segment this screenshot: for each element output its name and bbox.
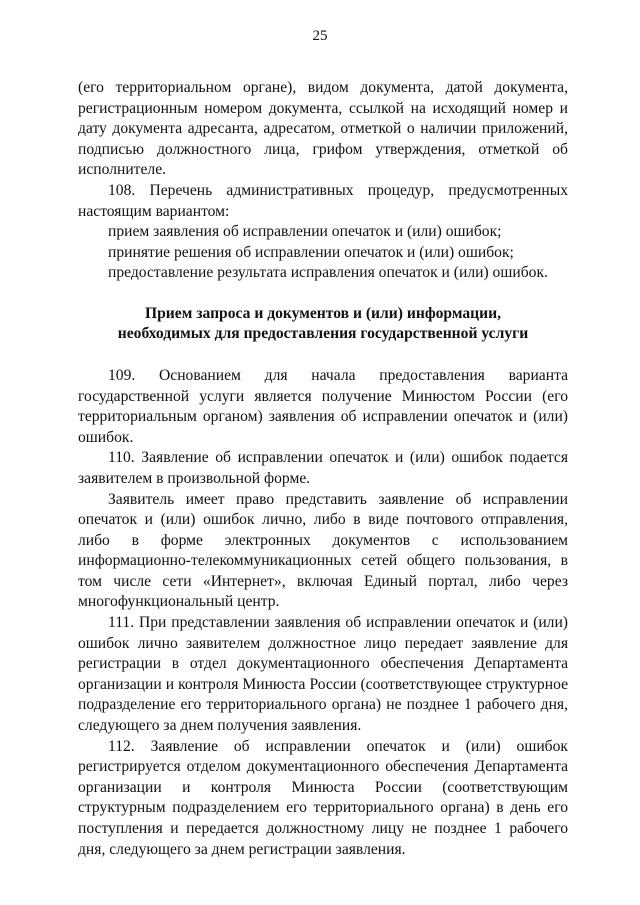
paragraphs-after [78,366,568,860]
document-body [78,78,568,860]
page-number: 25 [312,28,328,44]
paragraph: 109. Основанием для начала предоставления варианта государственной услуги является получение Минюстом России (его территориальным органом) заявления об исправлении опечаток и (или) ошибок. [78,366,568,446]
section-heading-line: Прием запроса и документов и (или) информации, [144,304,502,322]
list-item: прием заявления об исправлении опечаток и (или) ошибок; [108,223,502,241]
section-heading-line: необходимых для предоставления государственной услуги [117,324,529,342]
paragraph: 110. Заявление об исправлении опечаток и (или) ошибок подается заявителем в произвольной форме. [78,449,568,487]
paragraph: (его территориальном органе), видом документа, датой документа, регистрационным номером документа, ссылкой на исходящий номер и дату документа адресанта, адресатом, отметкой о наличии приложений, подписью должностного лица, грифом утверждения, отметкой об исполнителе. [78,79,568,179]
paragraph: Заявитель имеет право представить заявление об исправлении опечаток и (или) ошибок лично, либо в виде почтового отправления, либо в форме электронных документов с использованием информационно-телекоммуникационных сетей общего пользования, в том числе сети «Интернет», включая Единый портал, либо через многофункциональный центр. [78,490,568,611]
paragraph: 108. Перечень административных процедур, предусмотренных настоящим вариантом: [78,181,568,220]
list-item: предоставление результата исправления опечаток и (или) ошибок. [108,264,548,282]
paragraph: 111. При представлении заявления об исправлении опечаток и (или) ошибок лично заявителем должностное лицо передает заявление для регистрации в отдел документационного обеспечения Департамента организации и контроля Минюста России (соответствующее структурное подразделение его территориального органа) не позднее 1 рабочего дня, следующего за днем получения заявления. [78,614,568,735]
paragraph: 112. Заявление об исправлении опечаток и (или) ошибок регистрируется отделом документационного обеспечения Департамента организации и контроля Минюста России (соответствующим структурным подразделением его территориального органа) в день его поступления и передается должностному лицу не позднее 1 рабочего дня, следующего за днем регистрации заявления. [78,737,568,858]
paragraphs-before [78,78,568,284]
list-item: принятие решения об исправлении опечаток и (или) ошибок; [108,243,514,261]
section-heading [78,304,568,344]
